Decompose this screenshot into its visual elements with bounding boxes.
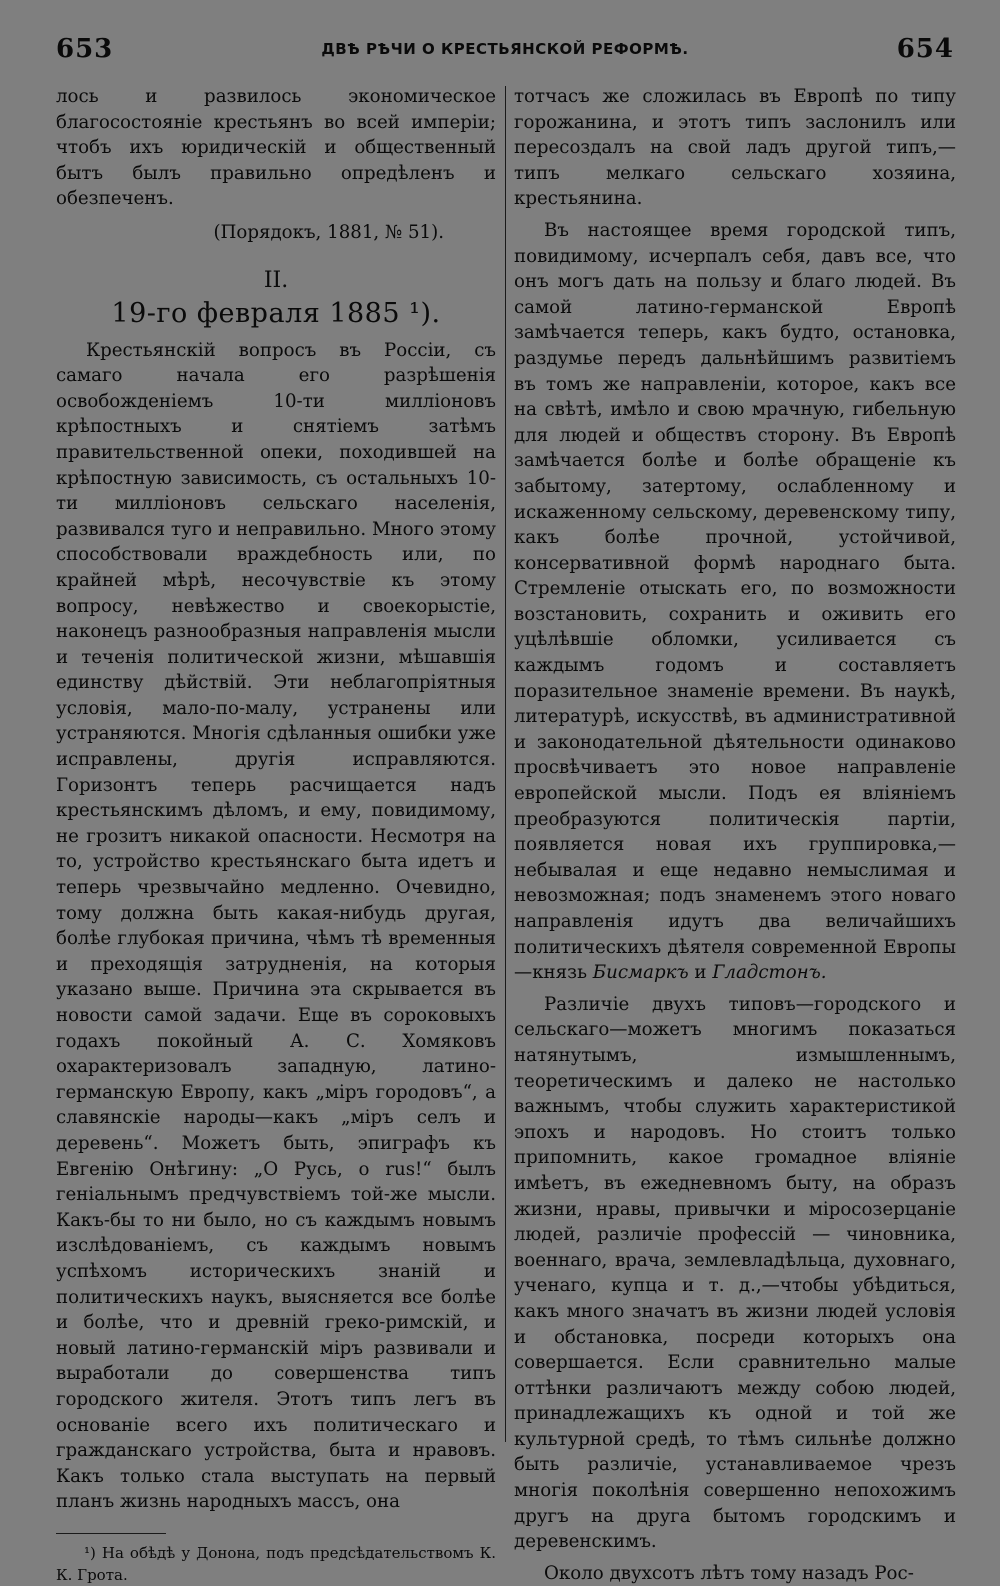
section-number: II.: [263, 267, 289, 293]
paragraph-city-type-text: Въ настоящее время городской типъ, повидимому, исчерпалъ себя, давъ все, что онъ могъ дать на пользу и благо людей. Въ самой латино-германской Европѣ замѣчается теперь, какъ будто, остановка, раздумье передъ дальнѣйшимъ развитіемъ въ томъ же направленіи, которое, какъ все на свѣтѣ, имѣло и свою мрачную, гибельную для людей и обществъ сторону. Въ Европѣ замѣчается болѣе и болѣе обращеніе къ забытому, затертому, ослабленному и искаженному сельскому, деревенскому типу, какъ болѣе прочной, устойчивой, консервативной формѣ народнаго быта. Стремленіе отыскать его, по возможности возстановить, сохранить и оживить его уцѣлѣвшіе обломки, усиливается съ каждымъ годомъ и составляетъ поразительное знаменіе времени. Въ наукѣ, литературѣ, искусствѣ, въ административной и законодательной дѣятельности одинаково просвѣчиваетъ это новое направленіе европейской мысли. Подъ ея вліяніемъ преобразуются политическія партіи, появляется новая ихъ группировка,—небывалая и еще недавно немыслимая и невозможная; подъ знаменемъ этого новаго направленія идутъ два величайшихъ политическихъ дѣятеля современной Европы—князь: [514, 219, 956, 984]
paragraph-two-types: Различіе двухъ типовъ—городского и сельскаго—можетъ многимъ показаться натянутымъ, измышленнымъ, теоретическимъ и далеко не настолько важнымъ, чтобы служить характеристикой эпохъ и народовъ. Но стоитъ только припомнить, какое громадное вліяніе имѣетъ, въ ежедневномъ быту, на образъ жизни, нравы, привычки и міросозерцаніе людей, различіе профессій — чиновника, военнаго, врача, землевладѣльца, духовнаго, ученаго, купца и т. д.,—чтобы убѣдиться, какъ много значатъ въ жизни людей условія и обстановка, посреди которыхъ она совершается. Если сравнительно малые оттѣнки различаютъ между собою людей, принадлежащихъ къ одной и той же культурной средѣ, то тѣмъ сильнѣе должно быть различіе, устанавливаемое чрезъ многія поколѣнія совершенно непохожимъ другъ на друга бытомъ городскимъ и деревенскимъ.: [514, 993, 956, 1553]
column-divider: [505, 86, 506, 1442]
footnote-rule: [56, 1533, 166, 1534]
running-title: ДВѢ РѢЧИ О КРЕСТЬЯНСКОЙ РЕФОРМѢ.: [321, 40, 689, 58]
paragraph-peasant-question: Крестьянскій вопросъ въ Россіи, съ самаго начала его разрѣшенія освобожденіемъ 10-ти милліоновъ крѣпостныхъ и снятіемъ затѣмъ правительственной опеки, походившей на крѣпостную зависимость, съ остальныхъ 10-ти милліоновъ сельскаго населенія, развивался туго и неправильно. Много этому способствовали враждебность или, по крайней мѣрѣ, несочувствіе къ этому вопросу, невѣжество и своекорыстіе, наконецъ разнообразныя направленія мысли и теченія политической жизни, мѣшавшія единству дѣйствій. Эти неблагопріятныя условія, мало-по-малу, устранены или устраняются. Многія сдѣланныя ошибки уже исправлены, другія исправляются. Горизонтъ теперь расчищается надъ крестьянскимъ дѣломъ, и ему, повидимому, не грозитъ никакой опасности. Несмотря на то, устройство крестьянскаго быта идетъ и теперь чрезвычайно медленно. Очевидно, тому должна быть какая-нибудь другая, болѣе глубокая причина, чѣмъ тѣ временныя и преходящія затрудненія, на которыя указано выше. Причина эта скрывается въ новости самой задачи. Еще въ сороковыхъ годахъ покойный А. С. Хомяковъ охарактеризовалъ западную, латино-германскую Европу, какъ „міръ городовъ“, а славянскіе народы—какъ „міръ селъ и деревень“. Можетъ быть, эпиграфъ къ Евгенію Онѣгину: „О Русь, о rus!“ былъ геніальнымъ предчувствіемъ той-же мысли. Какъ-бы то ни было, но съ каждымъ новымъ изслѣдованіемъ, съ каждымъ новымъ успѣхомъ историческихъ знаній и политическихъ наукъ, выясняется все болѣе и болѣе, что и древній греко-римскій, и новый латино-германскій міръ развивали и выработали до совершенства типъ городского жителя. Этотъ типъ легъ въ основаніе всего ихъ политическаго и гражданскаго устройства, быта и нравовъ. Какъ только стала выступать на первый планъ жизнь народныхъ массъ, она: [56, 339, 496, 1513]
right-column: [514, 84, 956, 1586]
page-header: [56, 34, 954, 74]
name-bismarck: Бисмаркъ: [592, 962, 689, 984]
conjunction: и: [694, 962, 707, 984]
page-number-right: 654: [896, 34, 954, 64]
paragraph-two-hundred-years: Около двухсотъ лѣтъ тому назадъ Рос-: [544, 1562, 914, 1584]
name-gladstone: Гладстонъ.: [712, 962, 827, 984]
source-citation: (Порядокъ, 1881, № 51).: [213, 221, 444, 243]
section-heading-date: 19-го февраля 1885 ¹).: [111, 297, 441, 329]
left-continuation-text: лось и развилось экономическое благосостояніе крестьянъ во всей имперіи; чтобъ ихъ юридическій и общественный бытъ былъ правильно опредѣленъ и обезпеченъ.: [56, 86, 496, 210]
footnote: ¹) На обѣдѣ у Донона, подъ предсѣдательствомъ К. К. Грота.: [56, 1543, 496, 1584]
left-column: [56, 84, 496, 1586]
right-continuation-text: тотчасъ же сложилась въ Европѣ по типу горожанина, и этотъ типъ заслонилъ или пересоздалъ на свой ладъ другой типъ,—типъ мелкаго сельскаго хозяина, крестьянина.: [514, 86, 956, 210]
paragraph-city-type: [514, 218, 956, 986]
page-number-left: 653: [56, 34, 114, 64]
